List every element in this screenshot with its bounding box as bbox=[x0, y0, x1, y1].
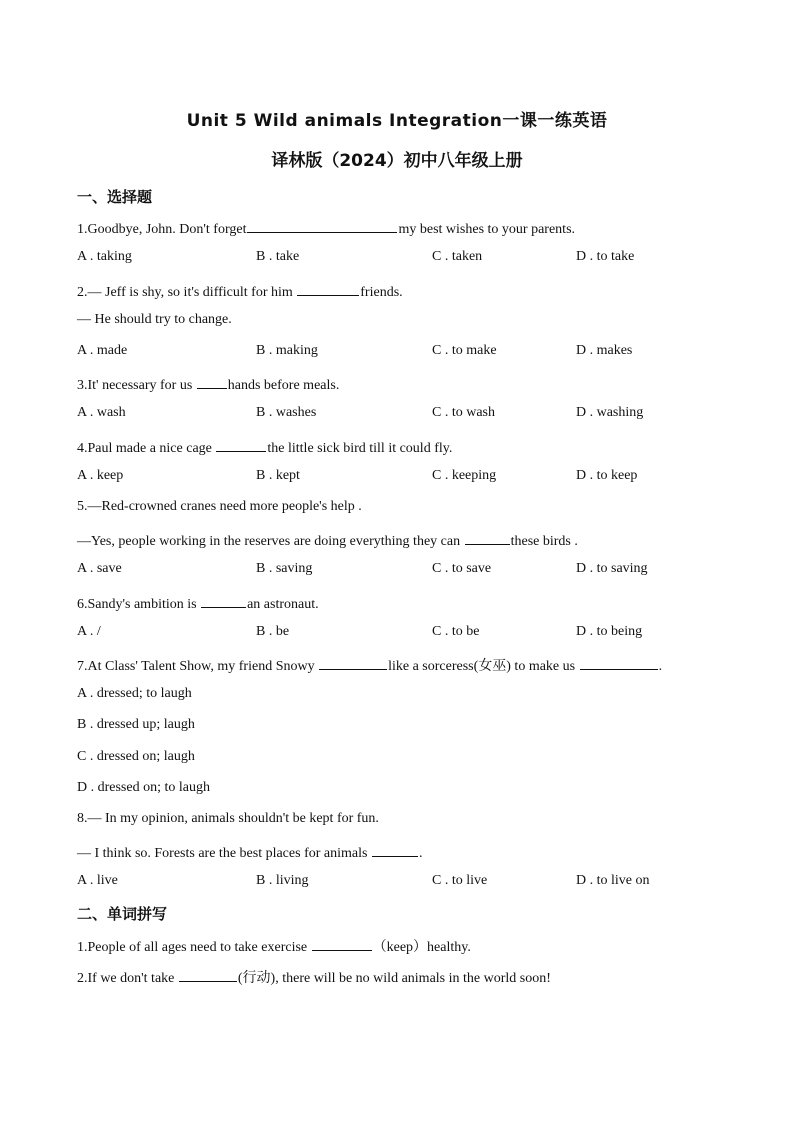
question-text: hands before meals. bbox=[227, 378, 340, 393]
question-text: — I think so. Forests are the best places for animals bbox=[77, 846, 368, 861]
question-text: . bbox=[658, 659, 663, 674]
question-3 bbox=[77, 374, 339, 394]
title-line-1: Unit 5 Wild animals Integration一课一练英语 bbox=[186, 111, 608, 131]
question-text: (行动), there will be no wild animals in the world soon! bbox=[237, 971, 551, 986]
option-b[interactable]: B . washes bbox=[256, 405, 317, 420]
option-d[interactable]: D . to live on bbox=[576, 873, 650, 888]
section-heading-spelling: 二、单词拼写 bbox=[77, 905, 168, 923]
question-text: 6.Sandy's ambition is bbox=[77, 597, 197, 612]
option-c[interactable]: C . to be bbox=[432, 624, 480, 639]
option-b[interactable]: B . living bbox=[256, 873, 309, 888]
question-text: 2.If we don't take bbox=[77, 971, 175, 986]
question-1 bbox=[77, 218, 575, 238]
option-c[interactable]: C . taken bbox=[432, 249, 483, 264]
title-line-2: 译林版（2024）初中八年级上册 bbox=[271, 151, 523, 171]
question-text: these birds . bbox=[510, 534, 578, 549]
question-8-reply bbox=[77, 842, 422, 862]
option-c[interactable]: C . keeping bbox=[432, 468, 497, 483]
option-c[interactable]: C . to wash bbox=[432, 405, 495, 420]
question-7 bbox=[77, 655, 662, 675]
option-a[interactable]: A . keep bbox=[77, 468, 124, 483]
spelling-1 bbox=[77, 936, 471, 956]
question-text: . bbox=[418, 846, 423, 861]
answer-blank[interactable] bbox=[179, 967, 237, 982]
option-b[interactable]: B . making bbox=[256, 343, 318, 358]
option-a[interactable]: A . save bbox=[77, 561, 122, 576]
question-text: the little sick bird till it could fly. bbox=[267, 441, 453, 456]
question-8: 8.— In my opinion, animals shouldn't be kept for fun. bbox=[77, 811, 379, 826]
answer-blank[interactable] bbox=[297, 281, 359, 296]
answer-blank[interactable] bbox=[465, 530, 510, 545]
spelling-2 bbox=[77, 967, 551, 987]
question-text: 1.People of all ages need to take exercise bbox=[77, 940, 308, 955]
option-c[interactable]: C . dressed on; laugh bbox=[77, 749, 195, 764]
option-c[interactable]: C . to save bbox=[432, 561, 492, 576]
option-b[interactable]: B . saving bbox=[256, 561, 313, 576]
option-d[interactable]: D . makes bbox=[576, 343, 633, 358]
answer-blank[interactable] bbox=[201, 593, 246, 608]
option-b[interactable]: B . be bbox=[256, 624, 290, 639]
question-text: 4.Paul made a nice cage bbox=[77, 441, 212, 456]
option-a[interactable]: A . live bbox=[77, 873, 118, 888]
question-text: （keep）healthy. bbox=[372, 940, 471, 955]
answer-blank[interactable] bbox=[319, 655, 387, 670]
option-a[interactable]: A . taking bbox=[77, 249, 132, 264]
option-d[interactable]: D . dressed on; to laugh bbox=[77, 780, 210, 795]
answer-blank[interactable] bbox=[312, 936, 372, 951]
question-5-reply bbox=[77, 530, 578, 550]
option-a[interactable]: A . dressed; to laugh bbox=[77, 686, 192, 701]
question-text: 3.It' necessary for us bbox=[77, 378, 193, 393]
answer-blank[interactable] bbox=[580, 655, 658, 670]
option-b[interactable]: B . dressed up; laugh bbox=[77, 717, 195, 732]
question-text: an astronaut. bbox=[247, 597, 319, 612]
question-6 bbox=[77, 593, 319, 613]
question-2-reply: — He should try to change. bbox=[77, 312, 232, 327]
option-d[interactable]: D . to saving bbox=[576, 561, 648, 576]
option-b[interactable]: B . kept bbox=[256, 468, 300, 483]
option-a[interactable]: A . / bbox=[77, 624, 101, 639]
question-text: 1.Goodbye, John. Don't forget bbox=[77, 222, 247, 237]
option-a[interactable]: A . wash bbox=[77, 405, 126, 420]
question-5: 5.—Red-crowned cranes need more people's help . bbox=[77, 499, 362, 514]
option-b[interactable]: B . take bbox=[256, 249, 300, 264]
answer-blank[interactable] bbox=[372, 842, 418, 857]
section-heading-choice: 一、选择题 bbox=[77, 188, 153, 206]
question-text: like a sorceress(女巫) to make us bbox=[388, 659, 576, 674]
answer-blank[interactable] bbox=[216, 437, 266, 452]
option-d[interactable]: D . to being bbox=[576, 624, 643, 639]
question-text: —Yes, people working in the reserves are doing everything they can bbox=[77, 534, 461, 549]
question-text: 7.At Class' Talent Show, my friend Snowy bbox=[77, 659, 315, 674]
question-4 bbox=[77, 437, 452, 457]
option-d[interactable]: D . to take bbox=[576, 249, 635, 264]
answer-blank[interactable] bbox=[247, 218, 397, 233]
question-2 bbox=[77, 281, 403, 301]
option-c[interactable]: C . to live bbox=[432, 873, 488, 888]
question-text: my best wishes to your parents. bbox=[398, 222, 576, 237]
answer-blank[interactable] bbox=[197, 374, 227, 389]
option-a[interactable]: A . made bbox=[77, 343, 128, 358]
option-d[interactable]: D . to keep bbox=[576, 468, 638, 483]
option-c[interactable]: C . to make bbox=[432, 343, 497, 358]
question-text: 2.— Jeff is shy, so it's difficult for him bbox=[77, 285, 293, 300]
question-text: friends. bbox=[360, 285, 403, 300]
option-d[interactable]: D . washing bbox=[576, 405, 644, 420]
